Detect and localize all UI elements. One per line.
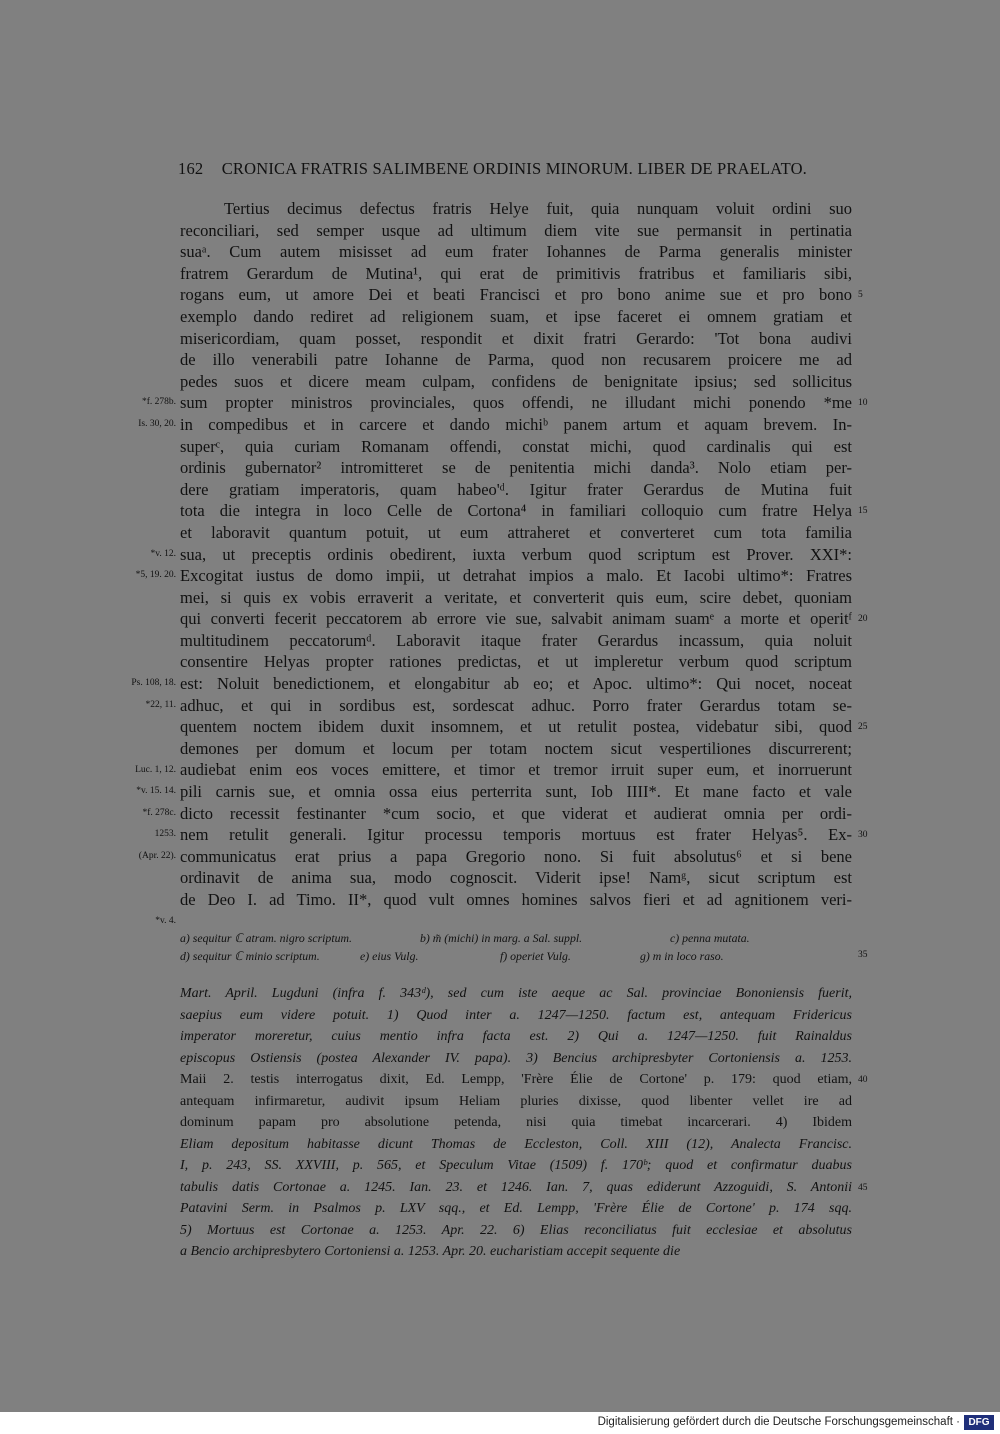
line-number: 45 xyxy=(858,1182,868,1193)
text-line: de illo venerabili patre Iohanne de Parma, quod non recusarem proicere me ad xyxy=(180,350,852,370)
textual-note: a) sequitur ℂ atram. nigro scriptum. xyxy=(180,931,352,945)
textual-notes xyxy=(180,929,852,965)
text-line: reconciliari, sed semper usque ad ultimum diem vite sue permansit in pertinatia xyxy=(180,220,852,240)
note-line xyxy=(180,929,852,947)
text-line: Excogitat iustus de domo impii, ut detrahat impios a malo. Et Iacobi ultimo*: Fratres xyxy=(180,566,852,586)
left-margin-note: *22, 11. xyxy=(145,699,176,710)
left-margin-note: *f. 278b. xyxy=(141,397,176,408)
left-margin-note: *v. 4. xyxy=(155,915,176,926)
text-line: pili carnis sue, et omnia ossa eius perterrita sunt, Iob IIII*. Et mane facto et vale xyxy=(180,782,852,802)
text-line: consentire Helyas propter rationes predictas, et ut impleretur verbum quod scriptum xyxy=(180,652,852,672)
left-margin-note: (Apr. 22). xyxy=(138,851,176,861)
footer-credit: Digitalisierung gefördert durch die Deutsche Forschungsgemeinschaft · xyxy=(597,1416,960,1428)
text-line: sum propter ministros provinciales, quos offendi, ne illudant michi ponendo *me xyxy=(180,393,852,413)
text-line: de Deo I. ad Timo. II*, quod vult omnes homines salvos fieri et ad agnitionem veri- xyxy=(180,890,852,909)
text-line: nem retulit generali. Igitur processu temporis mortuus est frater Helyas⁵. Ex- xyxy=(180,825,852,845)
textual-note: g) m in loco raso. xyxy=(640,949,724,963)
text-line: dere gratiam imperatoris, quam habeo'ᵈ. Igitur frater Gerardus de Mutina fuit xyxy=(180,479,852,499)
running-title: CRONICA FRATRIS SALIMBENE ORDINIS MINORUM. LIBER DE PRAELATO. xyxy=(221,159,808,178)
page-header xyxy=(178,159,838,179)
line-number: 10 xyxy=(858,398,868,409)
text-line: superᶜ, quia curiam Romanam offendi, constat michi, quod cardinalis qui est xyxy=(180,436,852,456)
line-number: 25 xyxy=(858,722,868,733)
commentary-line: Eliam depositum habitasse dicunt Thomas de Eccleston, Coll. XIII (12), Analecta Francisc. xyxy=(180,1136,852,1152)
left-margin-note: *5, 19. 20. xyxy=(135,570,176,581)
text-line: demones per domum et locum per totam noctem sicut vespertiliones discurrerent; xyxy=(180,738,852,758)
text-line: fratrem Gerardum de Mutina¹, qui erat de primitivis fratribus et familiaris sibi, xyxy=(180,263,852,283)
commentary-notes xyxy=(180,983,852,1263)
commentary-line: dominum papam pro absolutione petenda, nisi quia timebat incarcerari. 4) Ibidem xyxy=(180,1115,852,1130)
commentary-line: 5) Mortuus est Cortonae a. 1253. Apr. 22. 6) Elias reconciliatus fuit ecclesiae et absolutus xyxy=(180,1222,852,1238)
line-number: 30 xyxy=(858,830,868,841)
text-line: ordinis gubernator² intromitteret se de penitentia michi danda³. Nolo etiam per- xyxy=(180,458,852,478)
text-line: exemplo dando rediret ad religionem suam, et ipse faceret ei omnem gratiam et xyxy=(180,306,852,326)
textual-note: b) m̃ (michi) in marg. a Sal. suppl. xyxy=(420,931,583,945)
left-margin-note: Luc. 1, 12. xyxy=(135,764,176,775)
line-number: 40 xyxy=(858,1075,868,1085)
main-text xyxy=(180,198,852,911)
note-line xyxy=(180,947,852,965)
textual-note: d) sequitur ℂ minio scriptum. xyxy=(180,949,320,963)
text-line: multitudinem peccatorumᵈ. Laboravit itaque frater Gerardus incassum, quia noluit xyxy=(180,630,852,650)
text-line: communicatus erat prius a papa Gregorio nono. Si fuit absolutus⁶ et si bene xyxy=(180,846,852,866)
notes-line-number: 35 xyxy=(858,950,868,960)
text-line: suaᵃ. Cum autem misisset ad eum frater Iohannes de Parma generalis minister xyxy=(180,242,852,262)
left-margin-note: *v. 12. xyxy=(150,548,176,559)
text-line: Tertius decimus defectus fratris Helye fuit, quia nunquam voluit ordini suo xyxy=(224,199,852,218)
text-line: rogans eum, ut amore Dei et beati Francisci et pro bono anime sue et pro bono xyxy=(180,285,852,305)
commentary-line: imperator moreretur, cuius mentio infra facta est. 2) Qui a. 1247—1250. fuit Rainaldus xyxy=(180,1029,852,1044)
text-line: audiebat enim eos voces emittere, et timor et tremor irruit super eum, et inorruerunt xyxy=(180,760,852,780)
commentary-line: a Bencio archipresbytero Cortoniensi a. 1253. Apr. 20. eucharistiam accepit sequente die xyxy=(180,1244,681,1259)
left-margin-note: Is. 30, 20. xyxy=(138,419,176,429)
textual-note: f) operiet Vulg. xyxy=(500,949,571,963)
textual-note: c) penna mutata. xyxy=(670,931,750,945)
line-number: 15 xyxy=(858,506,868,517)
text-line: dicto recessit festinanter *cum socio, et que viderat et audierat omnia per ordi- xyxy=(180,803,852,823)
commentary-line: tabulis datis Cortonae a. 1245. Ian. 23. et 1246. Ian. 7, quas ediderunt Azzoguidi, S. Antonii xyxy=(180,1179,852,1195)
left-margin-note: 1253. xyxy=(154,829,176,840)
text-line: tota die integra in loco Celle de Cortona⁴ in familiari colloquio cum fratre Helya xyxy=(180,501,852,521)
text-line: mei, si quis ex vobis erraverit a veritate, et converterit quis eum, scire debet, quoniam xyxy=(180,587,852,607)
page-number: 162 xyxy=(178,159,204,178)
left-margin-note: *f. 278c. xyxy=(142,807,176,818)
commentary-line: Patavini Serm. in Psalmos p. LXV sqq., et Ed. Lempp, 'Frère Élie de Cortone' p. 174 sqq. xyxy=(180,1201,852,1216)
text-line: adhuc, et qui in sordibus est, sordescat adhuc. Porro frater Gerardus totam se- xyxy=(180,695,852,715)
commentary-line: episcopus Ostiensis (postea Alexander IV. papa). 3) Bencius archipresbyter Cortoniensis a. 1253. xyxy=(180,1050,852,1066)
text-line: pedes suos et dicere meam culpam, confidens de benignitate ipsius; sed sollicitus xyxy=(180,371,852,391)
line-number: 20 xyxy=(858,614,868,625)
commentary-line: saepius eum videre potuit. 1) Quod inter a. 1247—1250. factum est, antequam Fridericus xyxy=(180,1007,852,1023)
text-line: in compedibus et in carcere et dando michiᵇ panem artum et aquam brevem. In- xyxy=(180,414,852,434)
commentary-line: Mart. April. Lugduni (infra f. 343ᵈ), sed cum iste aeque ac Sal. provinciae Bononiensis fuerit, xyxy=(180,986,852,1001)
left-margin-note: *v. 15. 14. xyxy=(136,786,176,797)
text-line: quentem noctem ibidem duxit insomnem, et ut retulit postea, videbatur sibi, quod xyxy=(180,717,852,737)
footer-bar xyxy=(0,1412,1000,1434)
dfg-logo: DFG xyxy=(964,1415,994,1430)
text-line: et laboravit quantum potuit, ut eum attraheret et converteret cum tota familia xyxy=(180,522,852,542)
line-number: 5 xyxy=(858,290,863,301)
textual-note: e) eius Vulg. xyxy=(360,949,419,963)
commentary-line: antequam infirmaretur, audivit ipsum Heliam pluries dixisse, quod libenter vellet ire ad xyxy=(180,1093,852,1109)
text-line: ordinavit de anima sua, modo cognoscit. Viderit ipse! Namᵍ, sicut scriptum est xyxy=(180,868,852,888)
text-line: est: Noluit benedictionem, et elongabitur ab eo; et Apoc. ultimo*: Qui nocet, noceat xyxy=(180,674,852,694)
text-line: sua, ut preceptis ordinis obedirent, iuxta verbum quod scriptum est Prover. XXI*: xyxy=(180,544,852,564)
left-margin-note: Ps. 108, 18. xyxy=(131,678,176,689)
text-line: qui converti fecerit peccatorem ab errore vie sue, salvabit animam suamᵉ a morte et operitᶠ xyxy=(180,609,852,629)
text-line: misericordiam, quam posset, respondit et dixit fratri Gerardo: 'Tot bona audivi xyxy=(180,328,852,348)
commentary-line: Maii 2. testis interrogatus dixit, Ed. Lempp, 'Frère Élie de Cortone' p. 179: quod etiam, xyxy=(180,1072,852,1087)
commentary-line: I, p. 243, SS. XXVIII, p. 565, et Speculum Vitae (1509) f. 170ᵇ; quod et confirmatur duabus xyxy=(180,1158,852,1173)
